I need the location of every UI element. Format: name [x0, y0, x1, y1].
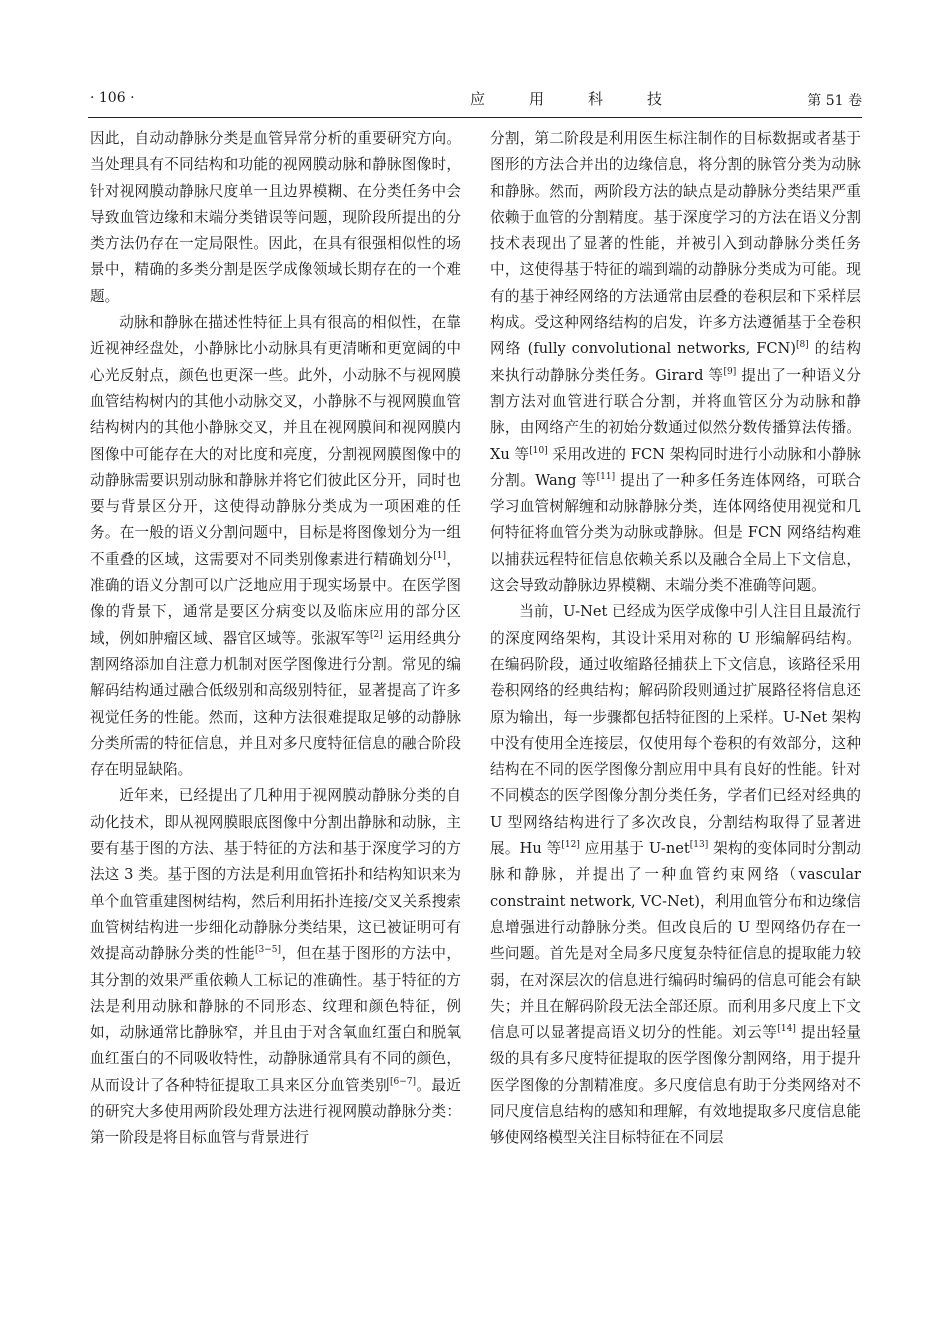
citation-ref: [8] — [795, 340, 809, 351]
paragraph-text: 分割，第二阶段是利用医生标注制作的目标数据或者基于图形的方法合并出的边缘信息，将分割的脉管分类为动脉和静脉。然而，两阶段方法的缺点是动静脉分类结果严重依赖于血管的分割精度。基于深度学习的方法在语义分割技术表现出了显著的性能，并被引入到动静脉分类任务中，这使得基于特征的端到端的动静脉分类成为可能。现有的基于神经网络的方法通常由层叠的卷积层和下采样层构成。受这种网络结构的启发，许多方法遵循基于全卷积网络 (fully convolutional networks, FCN) — [490, 130, 861, 358]
citation-ref: [12] — [561, 840, 580, 851]
paragraph-text: 提出了一种多任务连体网络，可联合学习血管树解缠和动脉静脉分类，连体网络使用视觉和几何特征将血管分类为动脉或静脉。但是 FCN 网络结构难以捕获远程特征信息依赖关系以及融合全局上下文信息，这会导致动静脉边界模糊、末端分类不准确等问题。 — [490, 471, 862, 595]
paragraph-text: 动脉和静脉在描述性特征上具有很高的相似性，在靠近视神经盘处，小静脉比小动脉具有更清晰和更宽阔的中心光反射点，颜色也更深一些。此外，小动脉不与视网膜血管结构树内的其他小动脉交叉，小静脉不与视网膜血管结构树内的其他小静脉交叉，并且在视网膜间和视网膜内图像中可能存在大的对比度和亮度，分割视网膜图像中的动静脉需要识别动脉和静脉并将它们彼此区分开，同时也要与背景区分开，这使得动静脉分类成为一项困难的任务。在一般的语义分割问题中，目标是将图像划分为一组不重叠的区域，这需要对不同类别像素进行精确划分 — [90, 314, 461, 568]
running-header — [88, 88, 862, 112]
paragraph-text: 提出了一种语义分割方法对血管进行联合分割，并将血管区分为动脉和静脉，由网络产生的初始分数通过似然分数传播算法传播。Xu 等 — [490, 366, 861, 463]
paragraph-text: 提出轻量级的具有多尺度特征提取的医学图像分割网络，用于提升医学图像的分割精准度。多尺度信息有助于分类网络对不同尺度信息结构的感知和理解，有效地提取多尺度信息能够使网络模型关注目标特征在不同层 — [490, 1024, 861, 1147]
citation-ref: [13] — [689, 840, 709, 851]
paragraph — [90, 783, 461, 1151]
paragraph-text: ，准确的语义分割可以广泛地应用于现实场景中。在医学图像的背景下，通常是要区分病变以及临床应用的部分区域，例如肿瘤区域、器官区域等。张淑军等 — [90, 550, 461, 647]
citation-ref: [9] — [723, 366, 737, 377]
paragraph-text: 。最近的研究大多使用两阶段处理方法进行视网膜动静脉分类：第一阶段是将目标血管与背景进行 — [90, 1076, 461, 1147]
right-column — [490, 126, 861, 1152]
citation-ref: [6−7] — [389, 1076, 416, 1087]
citation-ref: [1] — [433, 550, 447, 561]
paragraph — [90, 126, 461, 310]
paragraph-text: 的结构来执行动静脉分类任务。Girard 等 — [490, 340, 861, 384]
page-number: · 106 · — [90, 90, 135, 106]
citation-ref: [3−5] — [254, 945, 281, 956]
volume-label: 第 51 卷 — [807, 93, 862, 109]
paragraph — [490, 599, 861, 1151]
paragraph-text: 近年来，已经提出了几种用于视网膜动静脉分类的自动化技术，即从视网膜眼底图像中分割出静脉和动脉，主要有基于图的方法、基于特征的方法和基于深度学习的方法这 3 类。基于图的方法是利用血管拓扑和结构知识来为单个血管重建图树结构，然后利用拓扑连接/交叉关系搜索血管树结构进一步细化动静脉分类结果，这已被证明可有效提高动静脉分类的性能 — [90, 787, 461, 963]
paragraph-text: 应用基于 U-net — [579, 840, 690, 858]
citation-ref: [10] — [529, 445, 548, 456]
citation-ref: [11] — [596, 471, 616, 482]
journal-title: 应用科技 — [470, 90, 707, 108]
paragraph-text: 当前，U-Net 已经成为医学成像中引人注目且最流行的深度网络架构，其设计采用对称的 U 形编解码结构。在编码阶段，通过收缩路径捕获上下文信息，该路径采用卷积网络的经典结构；解码阶段则通过扩展路径将信息还原为输出，每一步骤都包括特征图的上采样。U-Net 架构中没有使用全连接层，仅使用每个卷积的有效部分，这种结构在不同的医学图像分割应用中具有良好的性能。针对不同模态的医学图像分割分类任务，学者们已经对经典的 U 型网络结构进行了多次改良，分割结构取得了显著进展。Hu 等 — [490, 603, 861, 858]
left-column — [90, 126, 461, 1152]
paragraph-text: 因此，自动动静脉分类是血管异常分析的重要研究方向。当处理具有不同结构和功能的视网膜动脉和静脉图像时，针对视网膜动静脉尺度单一且边界模糊、在分类任务中会导致血管边缘和末端分类错误等问题，现阶段所提出的分类方法仍存在一定局限性。因此，在具有很强相似性的场景中，精确的多类分割是医学成像领域长期存在的一个难题。 — [90, 130, 461, 305]
citation-ref: [2] — [369, 629, 383, 640]
paragraph-text: ，但在基于图形的方法中，其分割的效果严重依赖人工标记的准确性。基于特征的方法是利用动脉和静脉的不同形态、纹理和颜色特征，例如，动脉通常比静脉窄，并且由于对含氧血红蛋白和脱氧血红蛋白的不同吸收特性，动静脉通常具有不同的颜色，从而设计了各种特征提取工具来区分血管类别 — [90, 945, 461, 1094]
paragraph — [490, 126, 861, 599]
header-rule — [88, 117, 862, 118]
citation-ref: [14] — [777, 1024, 796, 1035]
paragraph — [90, 310, 461, 783]
paragraph-text: 采用改进的 FCN 架构同时进行小动脉和小静脉分割。Wang 等 — [490, 445, 861, 489]
paragraph-text: 架构的变体同时分割动脉和静脉，并提出了一种血管约束网络（vascular constraint network, VC-Net)，利用血管分布和边缘信息增强进行动静脉分类。但改良后的 U 型网络仍存在一些问题。首先是对全局多尺度复杂特征信息的提取能力较弱，在对深层次的信息进行编码时编码的信息可能会有缺失；并且在解码阶段无法全部还原。而利用多尺度上下文信息可以显著提高语义切分的性能。刘云等 — [490, 840, 861, 1042]
paragraph-text: 运用经典分割网络添加自注意力机制对医学图像进行分割。常见的编解码结构通过融合低级别和高级别特征，显著提高了许多视觉任务的性能。然而，这种方法很难提取足够的动静脉分类所需的特征信息，并且对多尺度特征信息的融合阶段存在明显缺陷。 — [90, 629, 461, 779]
